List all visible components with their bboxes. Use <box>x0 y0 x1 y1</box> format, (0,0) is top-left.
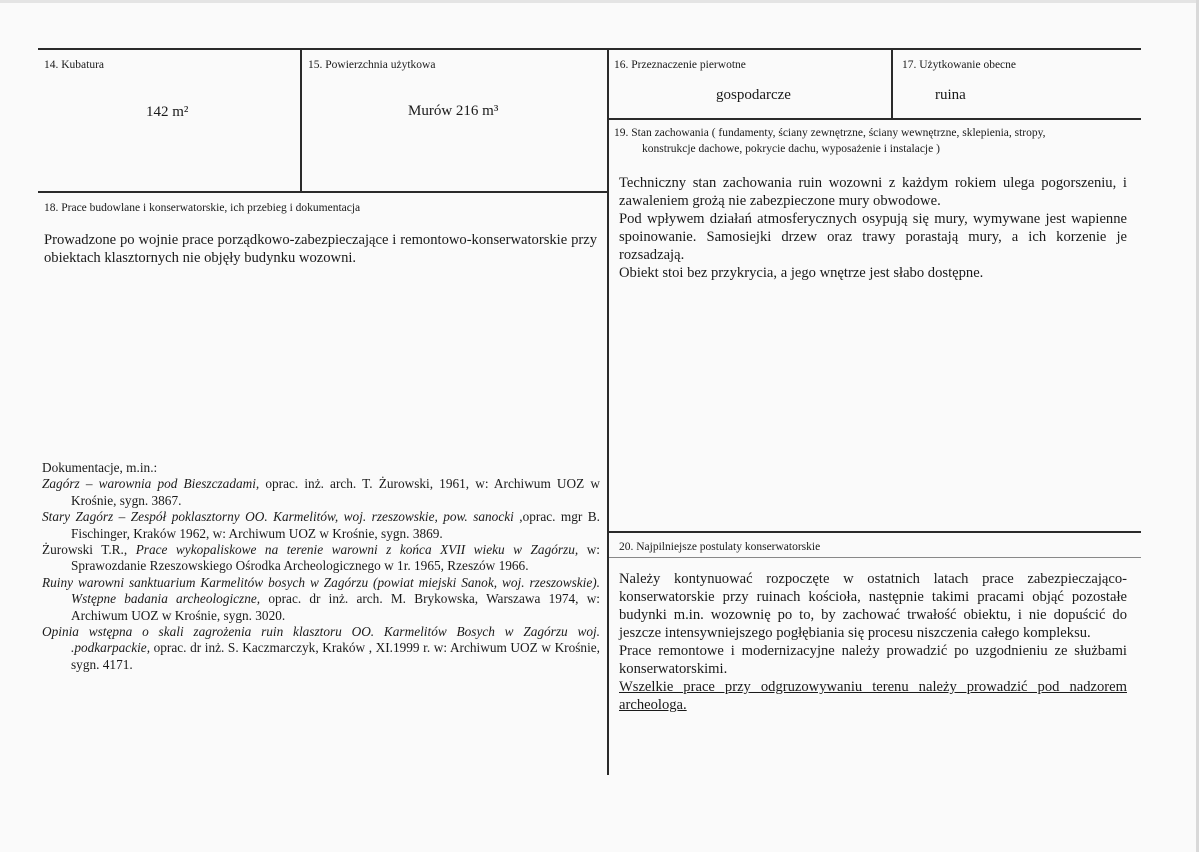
field-19-label-line1: 19. Stan zachowania ( fundamenty, ściany zewnętrzne, ściany wewnętrzne, sklepienia, stropy, <box>614 127 1046 139</box>
documentation-entry <box>42 542 600 575</box>
field-20-text <box>619 570 1127 714</box>
entry-details: oprac. inż. arch. T. Żurowski, 1961, w: Archiwum UOZ w Krośnie, sygn. 3867. <box>71 476 600 508</box>
entry-title: Ruiny warowni sanktuarium Karmelitów bosych w Zagórzu (powiat miejski Sanok, woj. rzeszowskie). Wstępne badania archeologiczne, <box>42 574 600 607</box>
field-20-paragraph-3: Wszelkie prace przy odgruzowywaniu terenu należy prowadzić pod nadzorem archeologa. <box>619 679 1127 713</box>
entry-title: Opinia wstępna o skali zagrożenia ruin klasztoru OO. Karmelitów Bosych w Zagórzu woj. .podkarpackie, <box>42 624 600 656</box>
field-18-label: 18. Prace budowlane i konserwatorskie, ich przebieg i dokumentacja <box>44 202 361 214</box>
field-19-paragraph-1: Techniczny stan zachowania ruin wozowni z każdym rokiem ulega pogorszeniu, i zawaleniem grożą nie zabezpieczone mury obwodowe. <box>619 175 1127 209</box>
entry-title: Stary Zagórz – Zespół poklasztorny OO. Karmelitów, woj. rzeszowskie, pow. sanocki <box>42 509 514 525</box>
entry-details: w: Sprawozdanie Rzeszowskiego Ośrodka Archeologicznego w 1r. 1965, Rzeszów 1966. <box>71 542 600 574</box>
field-19-label-line2: konstrukcje dachowe, pokrycie dachu, wyposażenie i instalacje ) <box>642 143 940 155</box>
field-15-label: 15. Powierzchnia użytkowa <box>308 59 436 71</box>
documentation-entry <box>42 509 600 542</box>
rule-20-top <box>609 531 1141 533</box>
field-15-value: Murów 216 m³ <box>408 103 499 119</box>
field-19-paragraph-2: Pod wpływem działań atmosferycznych osypują się mury, wymywane jest wapienne spoinowanie. Samosiejki drzew oraz trawy porastają mury, a ich korzenie je rozsadzają. <box>619 211 1127 263</box>
documentation-list <box>42 460 600 673</box>
field-20-label: 20. Najpilniejsze postulaty konserwatorskie <box>619 541 821 553</box>
rule-20-underline <box>609 557 1141 558</box>
documentation-heading: Dokumentacje, m.in.: <box>42 460 158 475</box>
entry-details: ,oprac. mgr B. Fischinger, Kraków 1962, w: Archiwum UOZ w Krośnie, sygn. 3869. <box>71 509 600 541</box>
field-19-paragraph-3: Obiekt stoi bez przykrycia, a jego wnętrze jest słabo dostępne. <box>619 265 984 281</box>
field-17-label: 17. Użytkowanie obecne <box>902 59 1017 71</box>
field-18-text <box>44 231 597 267</box>
entry-author: Żurowski T.R., <box>42 542 136 558</box>
entry-details: oprac. dr inż. S. Kaczmarczyk, Kraków , XI.1999 r. w: Archiwum UOZ w Krośnie, sygn. 4171. <box>71 640 600 672</box>
documentation-entry <box>42 476 600 509</box>
field-20-paragraph-2: Prace remontowe i modernizacyjne należy prowadzić po uzgodnieniu ze służbami konserwatorskimi. <box>619 643 1127 677</box>
rule-top <box>38 48 1141 50</box>
entry-title: Zagórz – warownia pod Bieszczadami, <box>42 476 260 492</box>
field-16-label: 16. Przeznaczenie pierwotne <box>614 59 746 71</box>
entry-details: oprac. dr inż. arch. M. Brykowska, Warszawa 1974, w: Archiwum UOZ w Krośnie, sygn. 3020. <box>71 591 600 623</box>
field-19-text <box>619 174 1127 282</box>
entry-title: Prace wykopaliskowe na terenie warowni z końca XVII wieku w Zagórzu, <box>135 542 579 558</box>
divider-14-15 <box>300 49 302 192</box>
field-16-value: gospodarcze <box>716 87 791 103</box>
field-14-value: 142 m² <box>146 104 189 120</box>
divider-16-17 <box>891 49 893 119</box>
documentation-entry <box>42 624 600 673</box>
documentation-entry <box>42 575 600 624</box>
field-14-label: 14. Kubatura <box>44 59 105 71</box>
divider-main <box>607 49 609 775</box>
scan-top-edge <box>0 0 1199 3</box>
rule-18-top <box>38 191 607 193</box>
rule-19-top <box>609 118 1141 120</box>
field-17-value: ruina <box>935 87 966 103</box>
field-20-paragraph-1: Należy kontynuować rozpoczęte w ostatnich latach prace zabezpieczająco-konserwatorskie przy ruinach kościoła, następnie takimi pracami objąć pozostałe budynki m.in. wozownię po to, by zachować trwałość obiektu, i nie dopuścić do jeszcze intensywniejszego pogłębiania się procesu niszczenia całego kompleksu. <box>619 571 1127 641</box>
field-18-paragraph: Prowadzone po wojnie prace porządkowo-zabezpieczające i remontowo-konserwatorskie przy obiektach klasztornych nie objęły budynku wozowni. <box>44 232 597 266</box>
